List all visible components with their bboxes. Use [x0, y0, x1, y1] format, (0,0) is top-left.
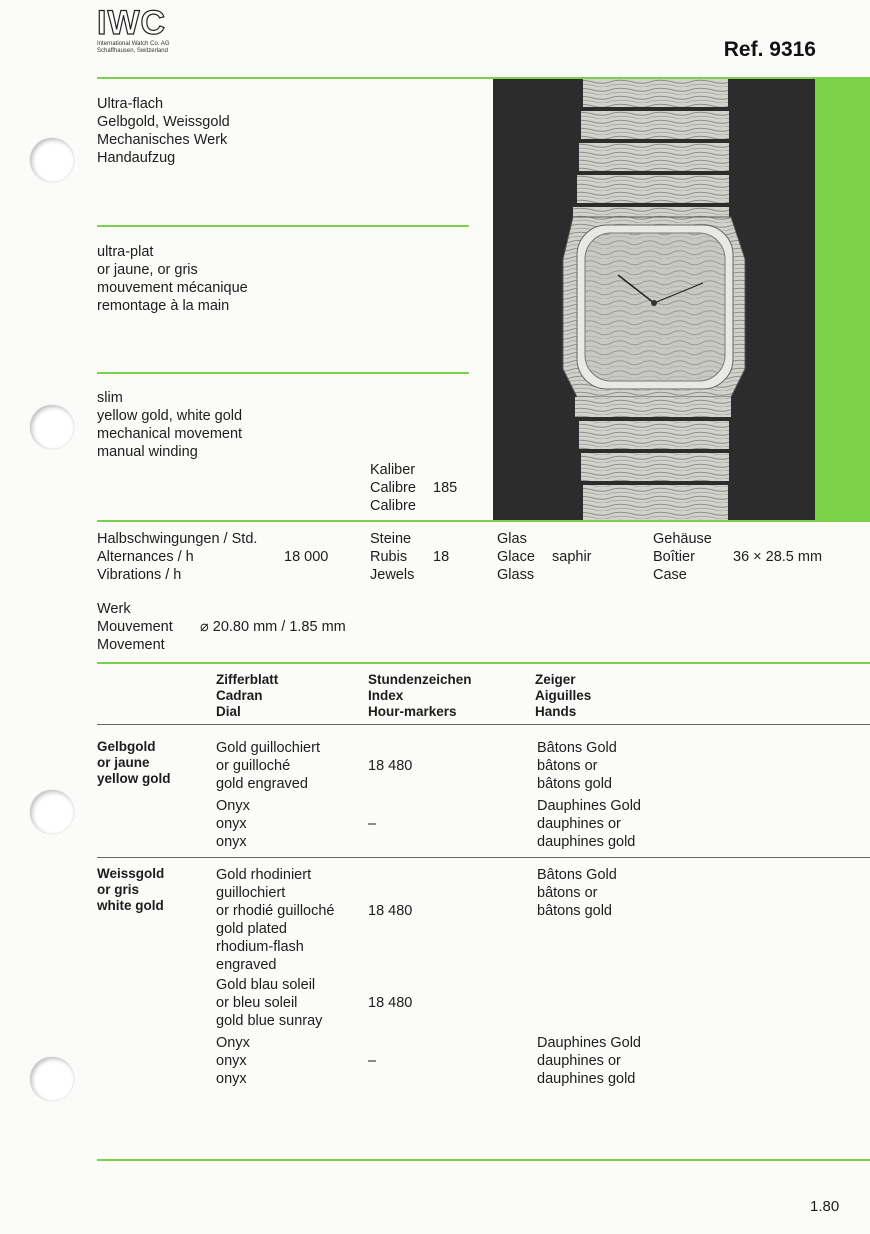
company-address: International Watch Co. AG Schaffhausen, Switzerland [97, 41, 170, 54]
column-header-index: Stundenzeichen Index Hour-markers [368, 672, 472, 719]
column-header-dial: Zifferblatt Cadran Dial [216, 672, 279, 719]
section-rule [97, 857, 870, 858]
index-cell: 18 480 [368, 758, 413, 774]
description-french: ultra-plat or jaune, or gris mouvement mécanique remontage à la main [97, 244, 248, 314]
divider [97, 1159, 870, 1161]
jewels-value: 18 [433, 549, 450, 565]
dial-cell: Onyx onyx onyx [216, 798, 250, 850]
dial-cell: Gold guillochiert or guilloché gold engraved [216, 740, 320, 792]
binder-hole [30, 138, 74, 182]
caliber-label: Kaliber Calibre Calibre [370, 462, 416, 514]
case-label: Gehäuse Boîtier Case [653, 531, 712, 583]
iwc-logo [97, 4, 169, 55]
description-english: slim yellow gold, white gold mechanical movement manual winding [97, 390, 243, 460]
dial-cell: Gold rhodiniert guillochiert or rhodié guilloché gold plated rhodium-flash engraved [216, 867, 335, 973]
watch-illustration [493, 79, 815, 520]
glass-value: saphir [552, 549, 592, 565]
accent-band [815, 79, 870, 520]
index-cell: 18 480 [368, 903, 413, 919]
divider [97, 225, 469, 227]
column-header-hands: Zeiger Aiguilles Hands [535, 672, 592, 719]
page-number: 1.80 [810, 1198, 840, 1215]
glass-label: Glas Glace Glass [497, 531, 535, 583]
watch-photo [493, 79, 815, 520]
index-cell: – [368, 816, 377, 832]
movement-label: Werk Mouvement Movement [97, 601, 173, 653]
binder-hole [30, 1057, 74, 1101]
hands-cell: Dauphines Gold dauphines or dauphines gold [537, 1035, 641, 1087]
hands-cell: Bâtons Gold bâtons or bâtons gold [537, 740, 617, 792]
binder-hole [30, 405, 74, 449]
hands-cell: Bâtons Gold bâtons or bâtons gold [537, 867, 617, 919]
divider [97, 372, 469, 374]
row-label-yellow-gold: Gelbgold or jaune yellow gold [97, 739, 171, 786]
vibrations-label: Halbschwingungen / Std. Alternances / h Vibrations / h [97, 531, 258, 583]
divider [97, 520, 870, 522]
divider [97, 662, 870, 664]
movement-value: ⌀ 20.80 mm / 1.85 mm [200, 619, 346, 635]
hands-cell: Dauphines Gold dauphines or dauphines gold [537, 798, 641, 850]
index-cell: 18 480 [368, 995, 413, 1011]
logo-wordmark: IWC [97, 4, 167, 42]
caliber-value: 185 [433, 480, 458, 496]
dial-cell: Onyx onyx onyx [216, 1035, 250, 1087]
jewels-label: Steine Rubis Jewels [370, 531, 415, 583]
description-german: Ultra-flach Gelbgold, Weissgold Mechanisches Werk Handaufzug [97, 96, 230, 166]
binder-hole [30, 790, 74, 834]
row-label-white-gold: Weissgold or gris white gold [97, 866, 165, 913]
case-value: 36 × 28.5 mm [733, 549, 823, 565]
dial-cell: Gold blau soleil or bleu soleil gold blue sunray [216, 977, 323, 1029]
reference-number: Ref. 9316 [723, 38, 816, 61]
table-header-rule [97, 724, 870, 725]
index-cell: – [368, 1053, 377, 1069]
vibrations-value: 18 000 [284, 549, 329, 565]
